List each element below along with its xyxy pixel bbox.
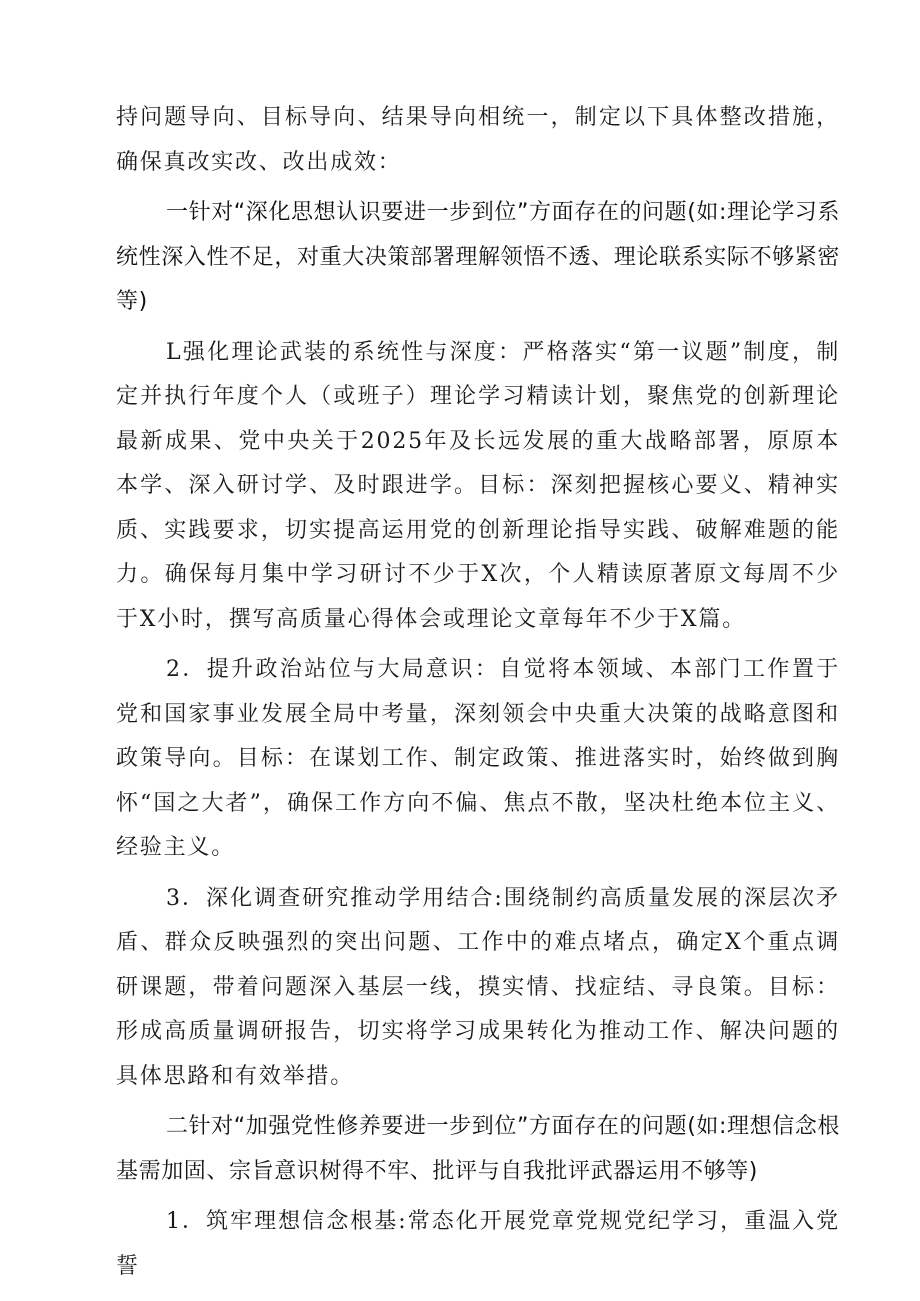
section-heading-2: 二针对“加强党性修养要进一步到位”方面存在的问题(如:理想信念根基需加固、宗旨意识树得不牢、批评与自我批评武器运用不够等) [116,1114,840,1184]
body-paragraph-item-1: L强化理论武装的系统性与深度：严格落实“第一议题”制度，制定并执行年度个人（或班子）理论学习精读计划，聚焦党的创新理论最新成果、党中央关于2025年及长远发展的重大战略部署，原原本本学、深入研讨学、及时跟进学。目标：深刻把握核心要义、精神实质、实践要求，切实提高运用党的创新理论指导实践、破解难题的能力。确保每月集中学习研讨不少于X次，个人精读原著原文每周不少于X小时，撰写高质量心得体会或理论文章每年不少于X篇。 [116,339,840,632]
body-paragraph-item-3: 3．深化调查研究推动学用结合:围绕制约高质量发展的深层次矛盾、群众反映强烈的突出问题、工作中的难点堵点，确定X个重点调研课题，带着问题深入基层一线，摸实情、找症结、寻良策。目标：形成高质量调研报告，切实将学习成果转化为推动工作、解决问题的具体思路和有效举措。 [116,885,840,1089]
body-paragraph-item-2: 2．提升政治站位与大局意识：自觉将本领域、本部门工作置于党和国家事业发展全局中考量，深刻领会中央重大决策的战略意图和政策导向。目标：在谋划工作、制定政策、推进落实时，始终做到胸怀“国之大者”，确保工作方向不偏、焦点不散，坚决杜绝本位主义、经验主义。 [116,657,840,860]
body-paragraph-item-1-section-2: 1．筑牢理想信念根基:常态化开展党章党规党纪学习，重温入党誓 [116,1209,840,1279]
body-paragraph-continuation: 持问题导向、目标导向、结果导向相统一，制定以下具体整改措施，确保真改实改、改出成效： [116,105,840,175]
section-heading-1: 一针对“深化思想认识要进一步到位”方面存在的问题(如:理论学习系统性深入性不足，对重大决策部署理解领悟不透、理论联系实际不够紧密等) [116,200,840,314]
